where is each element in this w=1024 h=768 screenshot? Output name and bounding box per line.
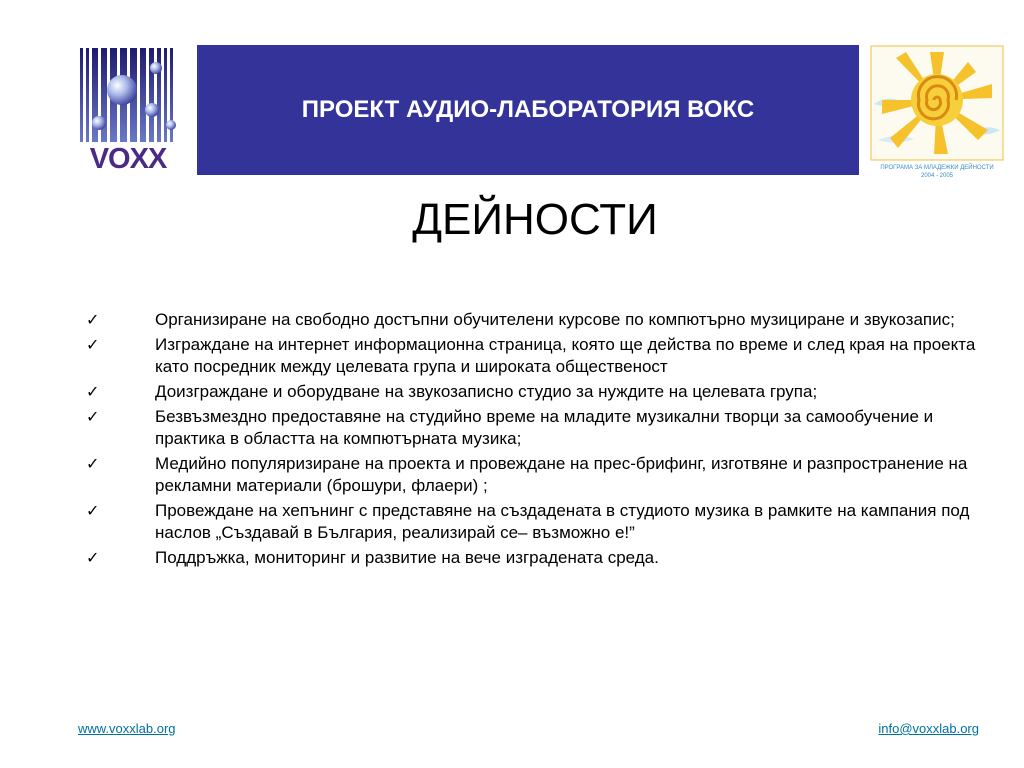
sun-logo-years: 2004 - 2005 — [920, 173, 954, 179]
check-icon: ✓ — [86, 548, 100, 567]
sun-logo-caption: ПРОГРАМА ЗА МЛАДЕЖКИ ДЕЙНОСТИ — [880, 165, 994, 171]
activity-list — [78, 309, 993, 572]
list-item — [78, 381, 993, 403]
website-link[interactable]: www.voxxlab.org — [78, 721, 176, 736]
check-icon: ✓ — [86, 310, 100, 329]
check-icon: ✓ — [86, 335, 100, 354]
list-item — [78, 547, 993, 569]
list-item-text: Поддръжка, мониторинг и развитие на вече изградената среда. — [155, 548, 659, 567]
email-link[interactable]: info@voxxlab.org — [878, 721, 979, 736]
list-item — [78, 500, 993, 544]
check-icon: ✓ — [86, 407, 100, 426]
list-item-text: Организиране на свободно достъпни обучителени курсове по компютърно музициране и звукозапис; — [155, 310, 955, 329]
list-item-text: Безвъзмездно предоставяне на студийно време на младите музикални творци за самообучение и практика в областта на компютърната музика; — [155, 407, 934, 448]
list-item — [78, 406, 993, 450]
list-item — [78, 453, 993, 497]
check-icon: ✓ — [86, 382, 100, 401]
title-banner — [197, 45, 859, 175]
check-icon: ✓ — [86, 454, 100, 473]
list-item — [78, 309, 993, 331]
voxx-logo-icon — [78, 46, 178, 146]
list-item-text: Провеждане на хепънинг с представяне на създадената в студиото музика в рамките на кампания под наслов „Създавай в България, реализирай се– възможно е!” — [155, 501, 970, 542]
check-icon: ✓ — [86, 501, 100, 520]
page-heading: ДЕЙНОСТИ — [412, 195, 658, 244]
list-item-text: Доизграждане и оборудване на звукозаписно студио за нуждите на целевата група; — [155, 382, 818, 401]
sun-logo-icon — [868, 44, 1006, 162]
sun-logo — [868, 44, 1006, 190]
list-item-text: Медийно популяризиране на проекта и провеждане на прес-брифинг, изготвяне и разпространение на рекламни материали (брошури, флаери) ; — [155, 454, 968, 495]
list-item — [78, 334, 993, 378]
voxx-logo-text: VOXX — [89, 143, 167, 175]
list-item-text: Изграждане на интернет информационна страница, която ще действа по време и след края на проекта като посредник между целевата група и широката общественост — [155, 335, 976, 376]
banner-title: ПРОЕКТ АУДИО-ЛАБОРАТОРИЯ ВОКС — [301, 96, 755, 123]
voxx-logo — [78, 46, 178, 176]
